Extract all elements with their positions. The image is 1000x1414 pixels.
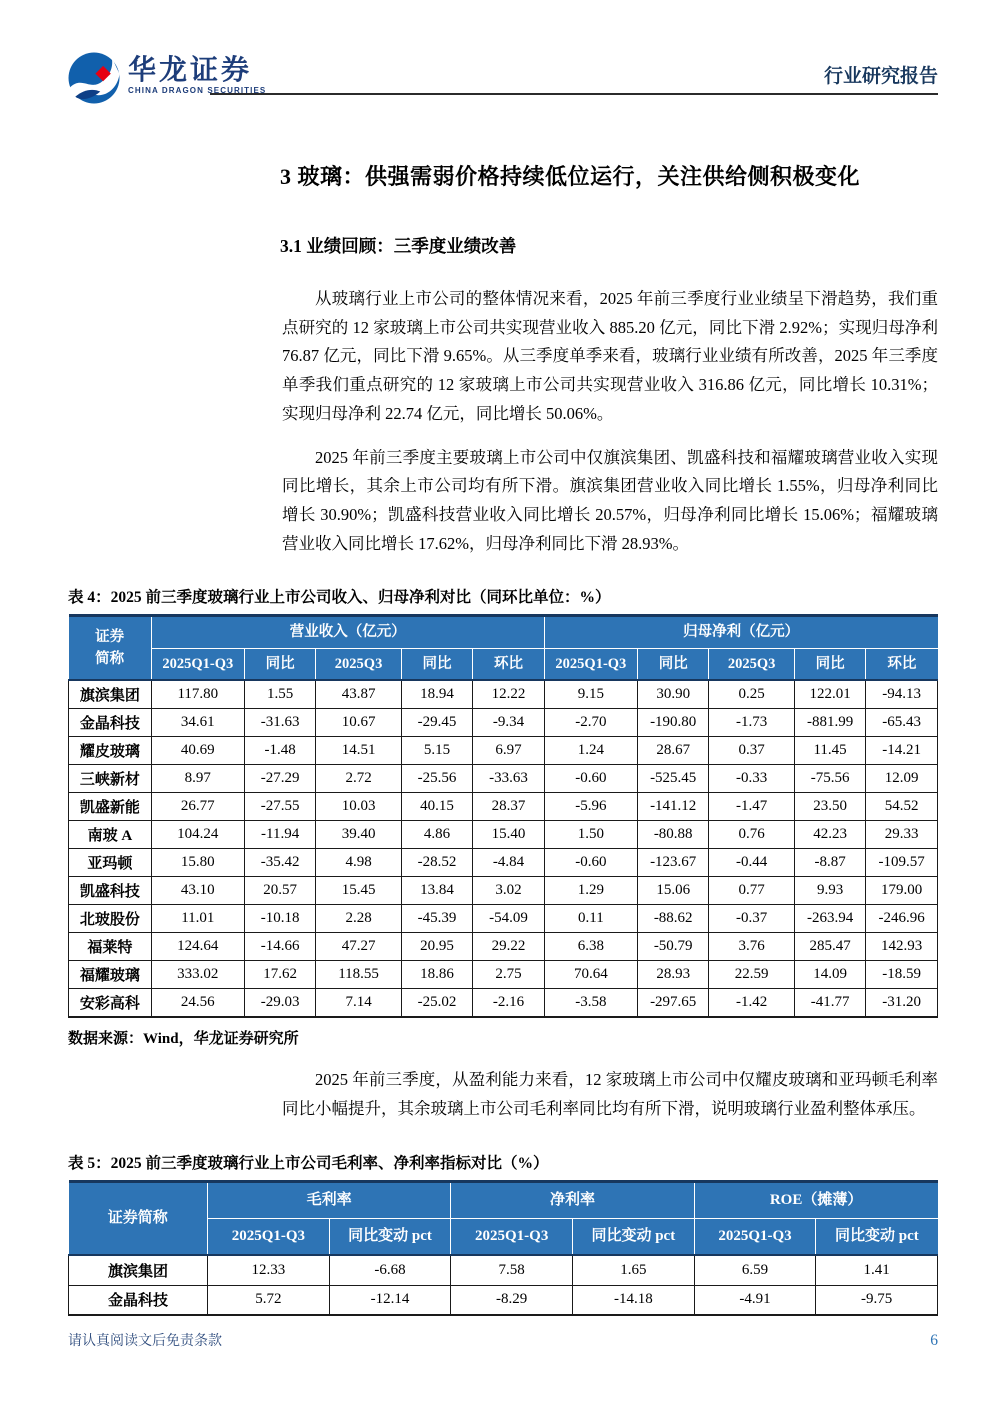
- value-cell: 10.03: [316, 793, 401, 821]
- col-header: 同比: [794, 648, 866, 680]
- value-cell: 39.40: [316, 821, 401, 849]
- value-cell: 0.25: [709, 680, 794, 709]
- table4-body: [69, 680, 938, 1017]
- value-cell: -94.13: [866, 680, 938, 709]
- value-cell: -11.94: [244, 821, 316, 849]
- table-row: [69, 737, 938, 765]
- group-header-revenue: 营业收入（亿元）: [151, 616, 544, 648]
- paragraph-1: 从玻璃行业上市公司的整体情况来看，2025 年前三季度行业业绩呈下滑趋势，我们重点研究的 12 家玻璃上市公司共实现营业收入 885.20 亿元，同比下滑 2.92%；实现归母净利 76.87 亿元，同比下滑 9.65%。从三季度单季来看，玻璃行业业绩有所改善，2025 年三季度单季我们重点研究的 12 家玻璃上市公司共实现营业收入 316.86 亿元，同比增长 10.31%；实现归母净利 22.74 亿元，同比增长 50.06%。: [282, 289, 938, 423]
- value-cell: 34.61: [151, 709, 244, 737]
- page-header: [68, 52, 938, 114]
- paragraph-3: 2025 年前三季度，从盈利能力来看，12 家玻璃上市公司中仅耀皮玻璃和亚玛顿毛利率同比小幅提升，其余玻璃上市公司毛利率同比均有所下滑，说明玻璃行业盈利整体承压。: [282, 1070, 938, 1118]
- stub-line2: 简称: [95, 651, 125, 668]
- col-header: 同比: [244, 648, 316, 680]
- table-row: [69, 680, 938, 709]
- value-cell: 285.47: [794, 933, 866, 961]
- company-name-cell: 旗滨集团: [69, 1255, 208, 1285]
- value-cell: -65.43: [866, 709, 938, 737]
- value-cell: 30.90: [637, 680, 709, 709]
- value-cell: 1.29: [544, 877, 637, 905]
- value-cell: 2.75: [473, 961, 545, 989]
- value-cell: 12.09: [866, 765, 938, 793]
- value-cell: -12.14: [329, 1285, 451, 1315]
- header-divider: [210, 93, 938, 95]
- group-header-netmargin: 净利率: [451, 1181, 694, 1218]
- company-name-cell: 凯盛科技: [69, 877, 152, 905]
- value-cell: 4.98: [316, 849, 401, 877]
- value-cell: -9.34: [473, 709, 545, 737]
- value-cell: 4.86: [401, 821, 473, 849]
- col-header: 同比: [401, 648, 473, 680]
- value-cell: 5.72: [208, 1285, 330, 1315]
- brand-name-cn: 华龙证券: [128, 54, 253, 85]
- value-cell: -1.73: [709, 709, 794, 737]
- value-cell: 6.38: [544, 933, 637, 961]
- value-cell: 13.84: [401, 877, 473, 905]
- table5-header: [69, 1181, 938, 1255]
- stub-header: 证券简称: [69, 1181, 208, 1255]
- value-cell: 15.06: [637, 877, 709, 905]
- value-cell: -33.63: [473, 765, 545, 793]
- value-cell: 28.67: [637, 737, 709, 765]
- value-cell: -31.20: [866, 989, 938, 1018]
- value-cell: 18.94: [401, 680, 473, 709]
- value-cell: -31.63: [244, 709, 316, 737]
- value-cell: -0.60: [544, 765, 637, 793]
- value-cell: -1.48: [244, 737, 316, 765]
- table-row: [69, 905, 938, 933]
- value-cell: -25.02: [401, 989, 473, 1018]
- value-cell: 23.50: [794, 793, 866, 821]
- group-header-netprofit: 归母净利（亿元）: [544, 616, 937, 648]
- value-cell: 11.45: [794, 737, 866, 765]
- value-cell: -14.66: [244, 933, 316, 961]
- stub-header: [69, 616, 152, 680]
- value-cell: -35.42: [244, 849, 316, 877]
- col-header: 环比: [866, 648, 938, 680]
- value-cell: 9.93: [794, 877, 866, 905]
- col-header: 2025Q1-Q3: [208, 1218, 330, 1255]
- value-cell: -2.70: [544, 709, 637, 737]
- value-cell: 1.41: [816, 1255, 938, 1285]
- col-header: 同比: [637, 648, 709, 680]
- brand-text: [128, 55, 266, 95]
- col-header: 同比变动 pct: [816, 1218, 938, 1255]
- value-cell: -25.56: [401, 765, 473, 793]
- value-cell: -50.79: [637, 933, 709, 961]
- col-header: 同比变动 pct: [329, 1218, 451, 1255]
- section-title: 3 玻璃：供强需弱价格持续低位运行，关注供给侧积极变化: [280, 164, 861, 189]
- value-cell: 3.76: [709, 933, 794, 961]
- value-cell: 20.57: [244, 877, 316, 905]
- paragraph-2: 2025 年前三季度主要玻璃上市公司中仅旗滨集团、凯盛科技和福耀玻璃营业收入实现同比增长，其余上市公司均有所下滑。旗滨集团营业收入同比增长 1.55%，归母净利同比增长 30.90%；凯盛科技营业收入同比增长 20.57%，归母净利同比增长 15.06%；福耀玻璃营业收入同比增长 17.62%，归母净利同比下滑 28.93%。: [282, 447, 938, 553]
- value-cell: 22.59: [709, 961, 794, 989]
- company-name-cell: 耀皮玻璃: [69, 737, 152, 765]
- table-row: [69, 849, 938, 877]
- value-cell: 142.93: [866, 933, 938, 961]
- table5-caption: 表 5：2025 前三季度玻璃行业上市公司毛利率、净利率指标对比（%）: [68, 1154, 549, 1172]
- page-number: 6: [930, 1332, 938, 1349]
- value-cell: -27.55: [244, 793, 316, 821]
- value-cell: -14.18: [573, 1285, 695, 1315]
- value-cell: 11.01: [151, 905, 244, 933]
- value-cell: 14.51: [316, 737, 401, 765]
- value-cell: -14.21: [866, 737, 938, 765]
- value-cell: 8.97: [151, 765, 244, 793]
- value-cell: 28.37: [473, 793, 545, 821]
- table-row: [69, 793, 938, 821]
- table-row: [69, 821, 938, 849]
- value-cell: 40.15: [401, 793, 473, 821]
- value-cell: -88.62: [637, 905, 709, 933]
- value-cell: 1.55: [244, 680, 316, 709]
- company-name-cell: 安彩高科: [69, 989, 152, 1018]
- page-footer: [68, 1330, 938, 1350]
- value-cell: 1.65: [573, 1255, 695, 1285]
- value-cell: 6.97: [473, 737, 545, 765]
- value-cell: -10.18: [244, 905, 316, 933]
- value-cell: -9.75: [816, 1285, 938, 1315]
- company-name-cell: 金晶科技: [69, 709, 152, 737]
- company-name-cell: 金晶科技: [69, 1285, 208, 1315]
- value-cell: 0.37: [709, 737, 794, 765]
- value-cell: 40.69: [151, 737, 244, 765]
- value-cell: -4.91: [694, 1285, 816, 1315]
- table-row: [69, 1255, 938, 1285]
- value-cell: 43.87: [316, 680, 401, 709]
- value-cell: 2.28: [316, 905, 401, 933]
- table-row: [69, 765, 938, 793]
- company-name-cell: 南玻 A: [69, 821, 152, 849]
- value-cell: -1.42: [709, 989, 794, 1018]
- company-name-cell: 福莱特: [69, 933, 152, 961]
- value-cell: 5.15: [401, 737, 473, 765]
- dragon-globe-icon: [68, 52, 120, 104]
- company-logo: [68, 52, 266, 104]
- table-row: [69, 933, 938, 961]
- data-source-note: 数据来源：Wind，华龙证券研究所: [68, 1031, 299, 1048]
- company-name-cell: 亚玛顿: [69, 849, 152, 877]
- report-type-label: 行业研究报告: [823, 66, 938, 87]
- value-cell: 42.23: [794, 821, 866, 849]
- value-cell: 17.62: [244, 961, 316, 989]
- value-cell: -45.39: [401, 905, 473, 933]
- table4-caption: 表 4：2025 前三季度玻璃行业上市公司收入、归母净利对比（同环比单位：%）: [68, 589, 611, 607]
- value-cell: 43.10: [151, 877, 244, 905]
- value-cell: -29.03: [244, 989, 316, 1018]
- value-cell: 0.77: [709, 877, 794, 905]
- value-cell: 54.52: [866, 793, 938, 821]
- value-cell: 0.11: [544, 905, 637, 933]
- col-header: 2025Q1-Q3: [451, 1218, 573, 1255]
- company-name-cell: 三峡新材: [69, 765, 152, 793]
- value-cell: 18.86: [401, 961, 473, 989]
- value-cell: -6.68: [329, 1255, 451, 1285]
- value-cell: -0.44: [709, 849, 794, 877]
- value-cell: -0.60: [544, 849, 637, 877]
- col-header: 2025Q3: [709, 648, 794, 680]
- value-cell: 29.33: [866, 821, 938, 849]
- value-cell: -80.88: [637, 821, 709, 849]
- table-row: [69, 709, 938, 737]
- value-cell: 24.56: [151, 989, 244, 1018]
- company-name-cell: 旗滨集团: [69, 680, 152, 709]
- value-cell: -297.65: [637, 989, 709, 1018]
- table-row: [69, 1285, 938, 1315]
- value-cell: 28.93: [637, 961, 709, 989]
- disclaimer-note: 请认真阅读文后免责条款: [68, 1334, 222, 1349]
- value-cell: -881.99: [794, 709, 866, 737]
- value-cell: 7.14: [316, 989, 401, 1018]
- value-cell: -8.87: [794, 849, 866, 877]
- value-cell: -41.77: [794, 989, 866, 1018]
- value-cell: 124.64: [151, 933, 244, 961]
- brand-name-en: CHINA DRAGON SECURITIES: [128, 86, 267, 96]
- value-cell: 12.33: [208, 1255, 330, 1285]
- group-header-grossmargin: 毛利率: [208, 1181, 451, 1218]
- value-cell: -1.47: [709, 793, 794, 821]
- value-cell: -27.29: [244, 765, 316, 793]
- value-cell: 333.02: [151, 961, 244, 989]
- value-cell: 15.40: [473, 821, 545, 849]
- margin-roe-table: [68, 1180, 938, 1317]
- table-row: [69, 989, 938, 1018]
- revenue-profit-table: [68, 614, 938, 1018]
- value-cell: -2.16: [473, 989, 545, 1018]
- value-cell: -5.96: [544, 793, 637, 821]
- table5-body: [69, 1255, 938, 1315]
- value-cell: 20.95: [401, 933, 473, 961]
- value-cell: 117.80: [151, 680, 244, 709]
- value-cell: 179.00: [866, 877, 938, 905]
- col-header: 同比变动 pct: [573, 1218, 695, 1255]
- company-name-cell: 凯盛新能: [69, 793, 152, 821]
- value-cell: 104.24: [151, 821, 244, 849]
- value-cell: -246.96: [866, 905, 938, 933]
- value-cell: 3.02: [473, 877, 545, 905]
- value-cell: 15.45: [316, 877, 401, 905]
- value-cell: -29.45: [401, 709, 473, 737]
- value-cell: -0.33: [709, 765, 794, 793]
- value-cell: -263.94: [794, 905, 866, 933]
- value-cell: -3.58: [544, 989, 637, 1018]
- value-cell: 1.50: [544, 821, 637, 849]
- value-cell: 14.09: [794, 961, 866, 989]
- group-header-roe: ROE（摊薄）: [694, 1181, 937, 1218]
- col-header: 2025Q1-Q3: [151, 648, 244, 680]
- value-cell: -190.80: [637, 709, 709, 737]
- value-cell: -141.12: [637, 793, 709, 821]
- value-cell: -525.45: [637, 765, 709, 793]
- value-cell: -18.59: [866, 961, 938, 989]
- value-cell: -54.09: [473, 905, 545, 933]
- table4-header: [69, 616, 938, 680]
- value-cell: 122.01: [794, 680, 866, 709]
- value-cell: 118.55: [316, 961, 401, 989]
- section-subtitle: 3.1 业绩回顾：三季度业绩改善: [280, 236, 517, 256]
- value-cell: -0.37: [709, 905, 794, 933]
- value-cell: 9.15: [544, 680, 637, 709]
- value-cell: -123.67: [637, 849, 709, 877]
- stub-line1: 证券: [95, 628, 125, 645]
- value-cell: 6.59: [694, 1255, 816, 1285]
- value-cell: -75.56: [794, 765, 866, 793]
- value-cell: 47.27: [316, 933, 401, 961]
- value-cell: -109.57: [866, 849, 938, 877]
- value-cell: 29.22: [473, 933, 545, 961]
- col-header: 2025Q1-Q3: [694, 1218, 816, 1255]
- col-header: 2025Q3: [316, 648, 401, 680]
- col-header: 环比: [473, 648, 545, 680]
- col-header: 2025Q1-Q3: [544, 648, 637, 680]
- value-cell: 12.22: [473, 680, 545, 709]
- value-cell: 7.58: [451, 1255, 573, 1285]
- value-cell: 15.80: [151, 849, 244, 877]
- value-cell: -8.29: [451, 1285, 573, 1315]
- value-cell: 10.67: [316, 709, 401, 737]
- value-cell: 26.77: [151, 793, 244, 821]
- value-cell: 70.64: [544, 961, 637, 989]
- value-cell: 1.24: [544, 737, 637, 765]
- company-name-cell: 北玻股份: [69, 905, 152, 933]
- value-cell: 2.72: [316, 765, 401, 793]
- value-cell: 0.76: [709, 821, 794, 849]
- value-cell: -28.52: [401, 849, 473, 877]
- company-name-cell: 福耀玻璃: [69, 961, 152, 989]
- value-cell: -4.84: [473, 849, 545, 877]
- table-row: [69, 961, 938, 989]
- table-row: [69, 877, 938, 905]
